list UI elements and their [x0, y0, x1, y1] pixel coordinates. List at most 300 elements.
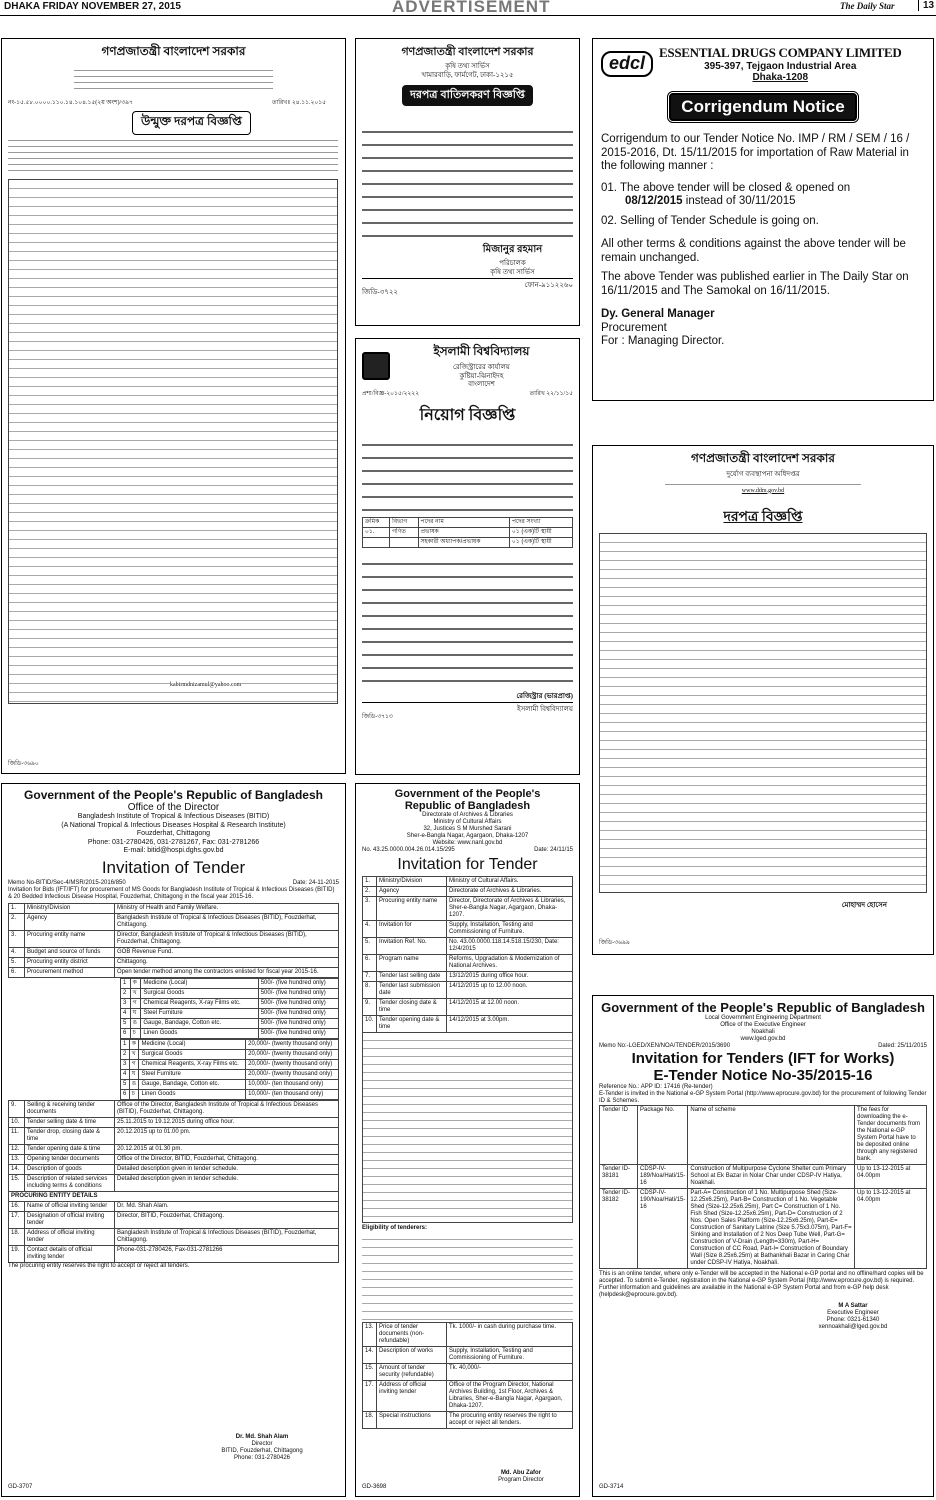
table-cell: 20.12.2015 up to 01.00 pm. — [115, 1127, 339, 1144]
ad6-memo: Memo No-BITID/Sec-4/MSR/2015-2016/850 — [8, 879, 126, 886]
table-cell: 6. — [9, 967, 25, 977]
table-cell: 3. — [363, 897, 377, 921]
table-cell: Chemical Reagents, X-ray Films etc. — [139, 1059, 246, 1069]
table-cell: Gauge, Bandage, Cotton etc. — [141, 1018, 258, 1028]
ad6-phone2: Phone: 031-2780426 — [233, 1455, 291, 1461]
ad4-cell: গণিত — [390, 527, 418, 537]
table-row — [363, 1412, 573, 1429]
ad4-cell: পদের নাম — [418, 517, 509, 527]
table-cell: Tender opening date & time — [25, 1144, 115, 1154]
table-row — [9, 1201, 339, 1211]
table-cell: Tk. 1000/- in cash during purchase time. — [447, 1323, 573, 1347]
ad3-sign3: For : Managing Director. — [601, 335, 725, 347]
ad4-cell — [363, 537, 390, 547]
ad2-sub: কৃষি তথ্য সার্ভিস — [445, 62, 490, 70]
table-cell: 2. — [363, 887, 377, 897]
ad4-date: তারিখ ২২/১১/১৫ — [529, 390, 573, 397]
ad4-cell: প্রভাষক — [418, 527, 509, 537]
table-row — [121, 1079, 339, 1089]
ad4-cell: ০১ (এক)টি স্থায়ী — [509, 527, 572, 537]
table-cell: 14/12/2015 up to 12.00 noon. — [447, 982, 573, 999]
table-cell: No. 43.00.0000.118.14.518.15/230, Date: 12/4/2015 — [447, 938, 573, 955]
ad4-cell: সহকারী অধ্যাপক/প্রভাষক — [418, 537, 509, 547]
table-cell: 3 — [121, 998, 131, 1008]
ad6-table — [8, 903, 339, 978]
table-row — [9, 1228, 339, 1245]
masthead-paper: The Daily Star — [840, 1, 895, 11]
table-cell: 3 — [121, 1059, 130, 1069]
ad8-ref: Reference No.: APP ID: 17416 (Re-tender) — [599, 1084, 713, 1090]
table-cell: ঘ — [130, 1008, 141, 1018]
ad4-country: বাংলাদেশ — [468, 380, 495, 388]
ad6-role: Director — [251, 1441, 273, 1447]
ad3-old-date: instead of 30/11/2015 — [685, 195, 796, 207]
table-cell: Directorate of Archives & Libraries. — [447, 887, 573, 897]
ad-archives-tender — [355, 783, 580, 1497]
table-cell: Price of tender documents (non-refundable) — [377, 1323, 447, 1347]
table-cell: 1 — [121, 978, 131, 988]
table-cell: Invitation Ref. No. — [377, 938, 447, 955]
ad2-signer: মিজানুর রহমান — [482, 244, 543, 255]
table-cell: 500/- (five hundred only) — [258, 1018, 338, 1028]
ad4-cell: বিভাগ — [390, 517, 418, 527]
table-cell: Tk. 40,000/- — [447, 1364, 573, 1381]
table-cell: Bangladesh Institute of Tropical & Infectious Diseases (BITID), Fouzderhat, Chittagong. — [115, 1228, 339, 1245]
ad7-addr2: Sher-e-Bangla Nagar, Agargaon, Dhaka-1207 — [406, 833, 529, 839]
ad7-table-2 — [362, 1322, 573, 1429]
table-cell: Tender selling date & time — [25, 1117, 115, 1127]
ad6-intro: Invitation for Bids (IFT/IFT) for procurement of MS Goods for Bangladesh Institute of Tropical & Infectious Diseases (BITID) & 20 Bedded Infectious Disease Hospital, Fouzderhat, Chittagong in the fiscal year 2015-16. — [8, 886, 335, 900]
ad8-code: GD-3714 — [599, 1484, 624, 1490]
ad8-email: xennoakhali@lged.gov.bd — [818, 1324, 888, 1330]
table-cell: Office of the Director, Bangladesh Institute of Tropical & Infectious Diseases (BITID), Fouzderhat, Chittagong. — [115, 1100, 339, 1117]
ad6-title: Government of the People's Republic of Bangladesh — [24, 788, 323, 802]
table-cell: Invitation for — [377, 921, 447, 938]
table-cell: The procuring entity reserves the right to accept or reject all tenders. — [447, 1412, 573, 1429]
table-cell: 14. — [9, 1164, 25, 1174]
table-cell: Part-A= Construction of 1 No. Multipurpose Shed (Size-12.25x6.25m), Part-B= Construction of 1 No. Vegetable Shed (Size-12.25x6.25m), Part C= Construction of 1 No. Fish Shed (Size-12.25x6.25m), Part-D= Construction of 2 Nos. Open Sales Platform (Size-12.25x6.25m), Part-E= Construction of Sanitary Latrine (Size 5.75x3.075m), Part-F= Sinking and Installation of 2 Nos Deep Tube Well, Part-G= Construction of V-Drain (Length=330m), Part-H= Construction of CC Road, Part-I= Construction of Boundary Wall (Size 8.25x6.25m) at Bathankhali Bazar in Caring Char under CDSP-IV Hatiya, Noakhali. — [688, 1189, 855, 1269]
ad8-footer: This is an online tender, where only e-Tender will be accepted in the National e-GP portal and no offline/hard copies will be accepted. To submit e-Tender, registration in the National e-GP System Portal (http://www.eprocure.gov.bd) is required. — [599, 1271, 924, 1284]
table-cell: Program name — [377, 955, 447, 972]
table-row — [9, 957, 339, 967]
ad-corrigendum-notice — [592, 38, 934, 401]
ad8-heading2: E-Tender Notice No-35/2015-16 — [653, 1067, 873, 1084]
table-cell: 13. — [363, 1323, 377, 1347]
table-cell: Steel Furniture — [141, 1008, 258, 1018]
table-cell: Tender last selling date — [377, 972, 447, 982]
table-cell: Tender opening date & time — [377, 1016, 447, 1033]
ad8-memo: Memo No:-LGED/XEN/NOA/TENDER/2015/3690 — [599, 1043, 731, 1049]
table-cell: Construction of Multipurpose Cyclone Shelter cum Primary School at Ek Bazar in Nolar Char under CDSP-IV Hatiya, Noakhali. — [688, 1165, 855, 1189]
ad7-role: Program Director — [498, 1477, 544, 1483]
ad3-addr1: 395-397, Tejgaon Industrial Area — [704, 61, 857, 72]
table-cell: Address of official inviting tender — [377, 1381, 447, 1412]
ad4-ref: প্রশা/বিজ্ঞ-২০১৫/২২২২ — [362, 390, 420, 397]
table-cell: 500/- (five hundred only) — [258, 1028, 338, 1038]
table-cell: 7. — [363, 972, 377, 982]
ad4-cell: ক্রমিক — [363, 517, 390, 527]
table-cell: 5 — [121, 1079, 130, 1089]
table-cell: 2 — [121, 1049, 130, 1059]
ad1-ref: নং-১৫.৫৮.০০০০.১১০.১৪.১০৪.১৫(২য় অংশ)/৩৯৭ — [8, 100, 133, 106]
table-cell: Linen Goods — [139, 1089, 246, 1099]
table-row — [363, 938, 573, 955]
ad4-code: জিডি-৩৭১৩ — [362, 714, 393, 720]
table-row — [363, 982, 573, 999]
ad2-addr: খামারবাড়ি, ফার্মগেট, ঢাকা-১২১৫ — [421, 70, 514, 79]
table-row — [363, 877, 573, 887]
table-cell: 12. — [9, 1144, 25, 1154]
table-cell: Detailed description given in tender schedule. — [115, 1174, 339, 1191]
ad3-point1: 01. The above tender will be closed & opened on — [601, 181, 851, 194]
table-cell: Director, Directorate of Archives & Libraries, Sher-e-Bangla Nagar, Agargaon, Dhaka-1207. — [447, 897, 573, 921]
table-cell: Ministry/Division — [25, 903, 115, 913]
ad3-sign2: Procurement — [601, 321, 667, 334]
table-cell: Ministry/Division — [377, 877, 447, 887]
ad6-org: BITID, Fouzderhat, Chittagong — [221, 1448, 303, 1454]
table-cell: Up to 13-12-2015 at 04.00pm — [855, 1189, 927, 1269]
ad7-eligibility: Eligibility of tenderers: — [362, 1225, 428, 1231]
table-cell: 17. — [363, 1381, 377, 1412]
table-cell: Tender last submission date — [377, 982, 447, 999]
table-row — [9, 1164, 339, 1174]
ad6-note: The procuring entity reserves the right to accept or reject all tenders. — [8, 1262, 190, 1269]
table-row — [121, 978, 339, 988]
table-cell: Gauge, Bandage, Cotton etc. — [139, 1079, 246, 1089]
table-cell: Surgical Goods — [139, 1049, 246, 1059]
table-row — [363, 921, 573, 938]
table-cell: Office of the Director, BITID, Fouzderhat, Chittagong. — [115, 1154, 339, 1164]
table-row — [121, 1059, 339, 1069]
table-cell: Tender ID — [600, 1106, 638, 1165]
table-row — [121, 1008, 339, 1018]
table-cell: Supply, Installation, Testing and Commissioning of Furniture. — [447, 921, 573, 938]
ad6-earnest-table — [120, 1039, 339, 1100]
table-cell: Tender drop, closing date & time — [25, 1127, 115, 1144]
ad5-title: গণপ্রজাতন্ত্রী বাংলাদেশ সরকার — [690, 451, 836, 465]
table-cell: Dr. Md. Shah Alam. — [115, 1201, 339, 1211]
ad4-cell: ০১. — [363, 527, 390, 537]
table-row — [121, 1089, 339, 1099]
table-cell: Linen Goods — [141, 1028, 258, 1038]
table-cell: Medicine (Local) — [141, 978, 258, 988]
ad8-footer2: Further information and guidelines are available in the National e-GP System Portal and from e-GP help desk (helpdesk@eprocure.gov.bd). — [599, 1285, 889, 1298]
masthead-page: 13 — [918, 0, 934, 11]
table-cell: 9. — [363, 999, 377, 1016]
ad7-signer: Md. Abu Zafor — [500, 1470, 542, 1476]
ad3-intro: Corrigendum to our Tender Notice No. IMP / RM / SEM / 16 / 2015-2016, Dt. 15/11/2015 for importation of Raw Material in the following manner : — [601, 133, 910, 172]
ad8-date: Dated: 25/11/2015 — [878, 1043, 927, 1049]
ad6-email: E-mail: bitid@hospi.dghs.gov.bd — [123, 847, 224, 854]
table-cell: খ — [129, 1049, 139, 1059]
table-row — [363, 1347, 573, 1364]
ad3-addr2: Dhaka-1208 — [752, 72, 809, 83]
table-cell: খ — [130, 988, 141, 998]
ad3-point4: The above Tender was published earlier in The Daily Star on 16/11/2015 and The Samokal on 16/11/2015. — [601, 271, 909, 297]
ad3-heading: Corrigendum Notice — [669, 93, 856, 121]
table-row — [9, 1174, 339, 1191]
ad-disaster-tender — [592, 445, 934, 955]
table-cell: 5 — [121, 1018, 131, 1028]
table-row — [600, 1106, 927, 1165]
table-cell: 4. — [9, 947, 25, 957]
table-row — [363, 955, 573, 972]
table-row — [121, 1039, 339, 1049]
ad7-title: Government of the People's Republic of Bangladesh — [394, 788, 541, 812]
table-cell: Name of official inviting tender — [25, 1201, 115, 1211]
table-cell: 6 — [121, 1028, 131, 1038]
table-cell: Surgical Goods — [141, 988, 258, 998]
table-cell: 5. — [363, 938, 377, 955]
table-cell: 2. — [9, 913, 25, 930]
table-cell: 5. — [9, 957, 25, 967]
ad4-cell: পদের সংখ্যা — [509, 517, 572, 527]
table-cell: 4 — [121, 1008, 131, 1018]
table-cell: 10,000/- (ten thousand only) — [246, 1089, 339, 1099]
ad-bitid-tender — [1, 783, 346, 1497]
table-cell: Steel Furniture — [139, 1069, 246, 1079]
table-cell: 4. — [363, 921, 377, 938]
table-cell: Director, BITID, Fouzderhat, Chittagong. — [115, 1211, 339, 1228]
table-cell: গ — [130, 998, 141, 1008]
ad8-signer: M A Sattar — [838, 1303, 868, 1309]
table-cell: 20.12.2015 at 01.30 pm. — [115, 1144, 339, 1154]
table-row — [600, 1165, 927, 1189]
ad5-web: www.ddm.gov.bd — [741, 487, 785, 494]
ad8-intro: E-Tender is invited in the National e-GP System Portal (http://www.eprocure.gov.bd) for the procurement of following Tender ID & Schemes. — [599, 1091, 927, 1104]
table-cell: Description of works — [377, 1347, 447, 1364]
table-row — [363, 1364, 573, 1381]
ad5-signer: মোহাম্মদ হোসেন — [841, 900, 887, 909]
table-row — [9, 903, 339, 913]
masthead-dateline: DHAKA FRIDAY NOVEMBER 27, 2015 — [4, 1, 181, 12]
ad6-code: GD-3707 — [8, 1484, 33, 1490]
table-cell: ঘ — [129, 1069, 139, 1079]
table-cell: 500/- (five hundred only) — [258, 1008, 338, 1018]
table-cell: Designation of official inviting tender — [25, 1211, 115, 1228]
table-row — [9, 1154, 339, 1164]
ad1-title: গণপ্রজাতন্ত্রী বাংলাদেশ সরকার — [101, 44, 246, 58]
table-cell: Opening tender documents — [25, 1154, 115, 1164]
table-row — [121, 1018, 339, 1028]
table-row — [9, 1245, 339, 1262]
table-cell: 2 — [121, 988, 131, 998]
table-cell: Agency — [377, 887, 447, 897]
ad6-place: Fouzderhat, Chittagong — [136, 830, 211, 837]
table-cell: গ — [129, 1059, 139, 1069]
ad2-heading: দরপত্র বাতিলকরণ বিজ্ঞপ্তি — [402, 85, 533, 106]
table-cell: Medicine (Local) — [139, 1039, 246, 1049]
table-row — [9, 1191, 339, 1201]
ad4-signer: রেজিস্ট্রার (ভারপ্রাপ্ত) — [516, 691, 573, 700]
ad1-code: জিডি-৩৬৯০ — [8, 761, 39, 767]
table-cell: 15. — [9, 1174, 25, 1191]
table-cell: Tender ID-38182 — [600, 1189, 638, 1269]
table-cell: Agency — [25, 913, 115, 930]
table-cell: Phone-031-2780426, Fax-031-2781266 — [115, 1245, 339, 1262]
table-row — [363, 1016, 573, 1033]
table-cell: ক — [130, 978, 141, 988]
table-row — [9, 913, 339, 930]
table-cell: Procuring entity district — [25, 957, 115, 967]
table-row — [121, 998, 339, 1008]
ad7-web: Website: www.nanl.gov.bd — [432, 840, 503, 846]
table-cell: 1 — [121, 1039, 130, 1049]
ad3-point3: All other terms & conditions against the above tender will be remain unchanged. — [601, 238, 906, 264]
edcl-logo: edcl — [601, 51, 653, 77]
table-cell: Description of goods — [25, 1164, 115, 1174]
table-cell: 9. — [9, 1100, 25, 1117]
table-cell: 10,000/- (ten thousand only) — [246, 1079, 339, 1089]
table-cell: Address of official inviting tender — [25, 1228, 115, 1245]
table-cell: Procuring entity name — [25, 930, 115, 947]
table-cell: 6 — [121, 1089, 130, 1099]
table-row — [9, 967, 339, 977]
table-cell: CDSP-IV-190/Noa/Hati/15-16 — [638, 1189, 688, 1269]
table-row — [363, 972, 573, 982]
table-cell: Office of the Program Director, National Archives Building, 1st Floor, Archives & Libraries, Sher-e-Bangla Nagar, Agargaon, Dhaka-1207. — [447, 1381, 573, 1412]
ad2-role: পরিচালক — [499, 259, 526, 267]
ad6-inst2: (A National Tropical & Infectious Diseases Hospital & Research Institute) — [61, 821, 286, 829]
table-cell: 20,000/- (twenty thousand only) — [246, 1039, 339, 1049]
ad8-heading: Invitation for Tenders (IFT for Works) — [631, 1050, 895, 1067]
table-cell: Bangladesh Institute of Tropical & Infectious Diseases (BITID), Fouzderhat, Chittagong. — [115, 913, 339, 930]
table-cell: 18. — [9, 1228, 25, 1245]
table-cell: চ — [129, 1089, 139, 1099]
ad7-min: Ministry of Cultural Affairs — [433, 819, 502, 825]
ad5-code: জিডি-৩৬৯৯ — [599, 940, 630, 946]
ad4-title: ইসলামী বিশ্ববিদ্যালয় — [433, 344, 530, 358]
table-cell: চ — [130, 1028, 141, 1038]
table-cell: 1. — [9, 903, 25, 913]
ad7-code: GD-3698 — [362, 1484, 387, 1490]
ad5-sub: দুর্যোগ ব্যবস্থাপনা অধিদপ্তর — [726, 470, 800, 478]
table-cell: Package No. — [638, 1106, 688, 1165]
ad3-new-date: 08/12/2015 — [625, 195, 683, 207]
ad2-org: কৃষি তথ্য সার্ভিস — [490, 267, 535, 276]
ad3-point2: 02. Selling of Tender Schedule is going on. — [601, 214, 819, 227]
ad3-company: ESSENTIAL DRUGS COMPANY LIMITED — [659, 45, 902, 60]
ad6-office: Office of the Director — [127, 802, 220, 813]
ad1-heading: উন্মুক্ত দরপত্র বিজ্ঞপ্তি — [132, 111, 251, 135]
table-cell: 1. — [363, 877, 377, 887]
table-cell: 25.11.2015 to 19.12.2015 during office hour. — [115, 1117, 339, 1127]
table-cell: 11. — [9, 1127, 25, 1144]
ad8-dept: Local Government Engineering Department — [705, 1015, 821, 1021]
masthead — [0, 0, 936, 16]
ad7-dir: Directorate of Archives & Libraries — [422, 812, 513, 818]
table-cell: 500/- (five hundred only) — [258, 988, 338, 998]
table-row — [600, 1189, 927, 1269]
table-row — [121, 1028, 339, 1038]
table-cell: Chittagong. — [115, 957, 339, 967]
ad6-table-2 — [8, 1100, 339, 1263]
ad7-date: Date: 24/11/15 — [534, 847, 573, 853]
table-cell: 6. — [363, 955, 377, 972]
table-cell: Chemical Reagents, X-ray Films etc. — [141, 998, 258, 1008]
ad8-web: www.lged.gov.bd — [740, 1036, 786, 1042]
masthead-section: ADVERTISEMENT — [392, 0, 551, 16]
table-cell: 500/- (five hundred only) — [258, 998, 338, 1008]
table-cell: Director, Bangladesh Institute of Tropical & Infectious Diseases (BITID), Fouzderhat, Chittagong. — [115, 930, 339, 947]
table-cell: Name of scheme — [688, 1106, 855, 1165]
ad7-table — [362, 876, 573, 1033]
ad2-phone: ফোন-৯১১২২৬০ — [524, 281, 573, 289]
ad6-heading: Invitation of Tender — [101, 857, 246, 877]
table-cell: Amount of tender security (refundable) — [377, 1364, 447, 1381]
table-cell: 13. — [9, 1154, 25, 1164]
ad6-signer: Dr. Md. Shah Alam — [235, 1434, 289, 1440]
table-cell: 14/12/2015 at 12.00 noon. — [447, 999, 573, 1016]
ad2-code: জিডি-৩৭২২ — [362, 288, 398, 296]
table-cell: Contact details of official inviting tender — [25, 1245, 115, 1262]
table-cell: PROCURING ENTITY DETAILS — [9, 1191, 339, 1201]
table-cell: Up to 13-12-2015 at 04.00pm — [855, 1165, 927, 1189]
ad7-heading: Invitation for Tender — [397, 856, 538, 873]
ad4-post-table — [362, 517, 573, 548]
table-cell: GOB Revenue Fund. — [115, 947, 339, 957]
ad1-date: তারিখঃ ২৪.১১.২০১৫ — [272, 100, 327, 106]
table-cell: Reforms, Upgradation & Modernization of National Archives. — [447, 955, 573, 972]
ad4-place: কুষ্টিয়া-ঝিনাইদহ — [459, 371, 504, 380]
table-row — [121, 988, 339, 998]
table-cell: Special instructions — [377, 1412, 447, 1429]
table-cell: Open tender method among the contractors enlisted for fiscal year 2015-16. — [115, 967, 339, 977]
table-cell: ক — [129, 1039, 139, 1049]
ad8-table — [599, 1105, 927, 1269]
table-row — [363, 897, 573, 921]
table-cell: 20,000/- (twenty thousand only) — [246, 1049, 339, 1059]
table-cell: 20,000/- (twenty thousand only) — [246, 1059, 339, 1069]
ad6-goods-table — [120, 978, 339, 1039]
ad1-email: kabirmdnizamul@yahoo.com — [170, 682, 242, 688]
ad4-heading: নিয়োগ বিজ্ঞপ্তি — [419, 406, 516, 424]
table-cell: 19. — [9, 1245, 25, 1262]
ad2-title: গণপ্রজাতন্ত্রী বাংলাদেশ সরকার — [401, 46, 534, 58]
table-cell: Ministry of Health and Family Welfare. — [115, 903, 339, 913]
table-cell: 15. — [363, 1364, 377, 1381]
table-cell: 4 — [121, 1069, 130, 1079]
table-row — [9, 1127, 339, 1144]
table-cell: 16. — [9, 1201, 25, 1211]
table-row — [121, 1049, 339, 1059]
table-cell: Procuring entity name — [377, 897, 447, 921]
ad-recruitment-notice — [355, 338, 580, 775]
ad-open-tender-notice — [1, 38, 346, 774]
table-row — [9, 1144, 339, 1154]
table-cell: Supply, Installation, Testing and Commissioning of Furniture. — [447, 1347, 573, 1364]
table-cell: 13/12/2015 during office hour. — [447, 972, 573, 982]
ad6-date: Date: 24-11-2015 — [292, 879, 339, 886]
table-row — [9, 947, 339, 957]
ad8-title: Government of the People's Republic of Bangladesh — [601, 1000, 925, 1015]
table-cell: Procurement method — [25, 967, 115, 977]
ad4-cell: ০১ (এক)টি স্থায়ী — [509, 537, 572, 547]
table-row — [363, 1381, 573, 1412]
table-cell: 17. — [9, 1211, 25, 1228]
table-cell: CDSP-IV-189/Noa/Hati/15-16 — [638, 1165, 688, 1189]
table-row — [363, 999, 573, 1016]
table-row — [9, 1211, 339, 1228]
table-cell: Tender ID-38181 — [600, 1165, 638, 1189]
ad5-heading: দরপত্র বিজ্ঞপ্তি — [723, 509, 803, 525]
ad6-phone: Phone: 031-2780426, 031-2781267, Fax: 031-2781266 — [87, 838, 260, 846]
table-cell: 10. — [9, 1117, 25, 1127]
table-cell: Selling & receiving tender documents — [25, 1100, 115, 1117]
ad8-role: Executive Engineer — [827, 1310, 879, 1316]
table-cell: 18. — [363, 1412, 377, 1429]
table-row — [9, 1100, 339, 1117]
